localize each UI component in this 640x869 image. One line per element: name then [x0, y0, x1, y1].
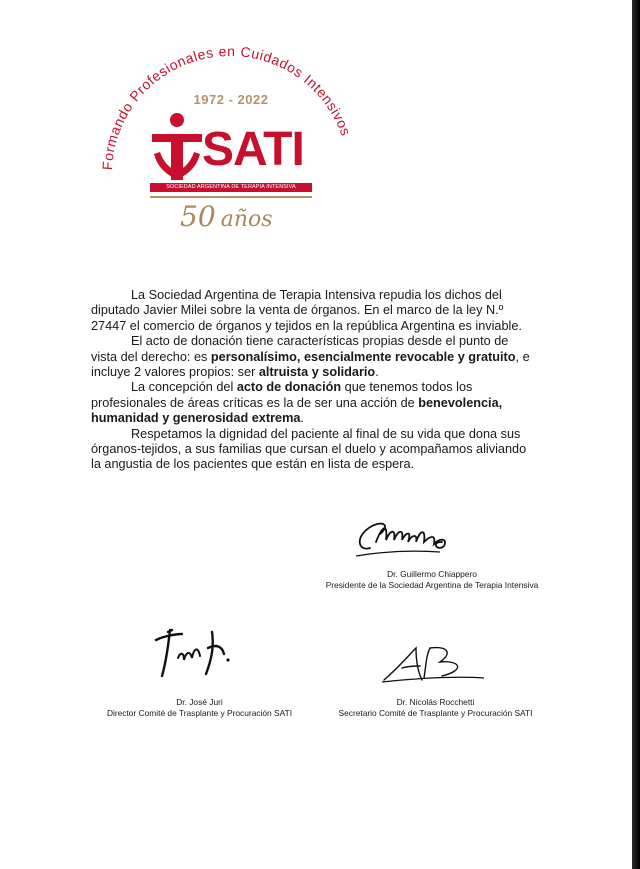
director-name: Dr. José Juri [176, 697, 223, 707]
anniversary-word: años [220, 207, 273, 232]
anniversary-number: 50 [180, 200, 216, 233]
p3-text-3: . [300, 411, 304, 426]
p2-bold-2: altruista y solidario [258, 365, 376, 380]
logo-years: 1972 - 2022 [193, 92, 269, 107]
logo-arc-text: Formando Profesionales en Cuidados Intensivos [99, 42, 355, 171]
logo-rule [150, 196, 312, 198]
director-role: Director Comité de Trasplante y Procuración SATI [106, 708, 293, 718]
secretary-name: Dr. Nicolás Rocchetti [396, 697, 475, 707]
secretary-role: Secretario Comité de Trasplante y Procuración SATI [338, 708, 533, 718]
p3-bold-2: benevolencia, humanidad y generosidad extrema [91, 395, 503, 426]
p2-text-3: . [375, 365, 379, 380]
secretary-caption [322, 697, 549, 719]
paragraph-1: La Sociedad Argentina de Terapia Intensiva repudia los dichos del diputado Javier Milei sobre la venta de órganos. En el marco de la ley N.º 27447 el comercio de órganos y tejidos en la república Argentina es inviable. [91, 288, 522, 333]
p3-bold-1: acto de donación [236, 380, 342, 395]
president-caption [322, 569, 542, 591]
paragraph-3 [91, 380, 536, 426]
p2-text: El acto de donación tiene características propias desde el punto de vista del derecho: es [91, 334, 509, 364]
paragraph-2 [91, 334, 536, 380]
statement-body [91, 288, 536, 473]
president-role: Presidente de la Sociedad Argentina de Terapia Intensiva [325, 580, 539, 590]
logo-org-bar: SOCIEDAD ARGENTINA DE TERAPIA INTENSIVA [150, 183, 312, 192]
p2-bold-1: personalísimo, esencialmente revocable y gratuito [210, 349, 516, 364]
p3-text: La concepción del [131, 380, 237, 395]
p3-text-2: que tenemos todos los profesionales de áreas críticas es la de ser una acción de [91, 380, 473, 410]
president-signature [350, 512, 465, 562]
president-name: Dr. Guillermo Chiappero [387, 569, 477, 579]
p2-text-2: , e incluye 2 valores propios: ser [91, 349, 530, 380]
director-caption [92, 697, 307, 719]
paragraph-4: Respetamos la dignidad del paciente al final de su vida que dona sus órganos-tejidos, a sus familias que cursan el duelo y acompañamos aliviando la angustia de los pacientes que están en lista de espera. [91, 426, 527, 472]
logo-sati-word: SATI [202, 123, 304, 176]
page-edge [632, 0, 640, 869]
logo-anniversary [180, 200, 273, 233]
